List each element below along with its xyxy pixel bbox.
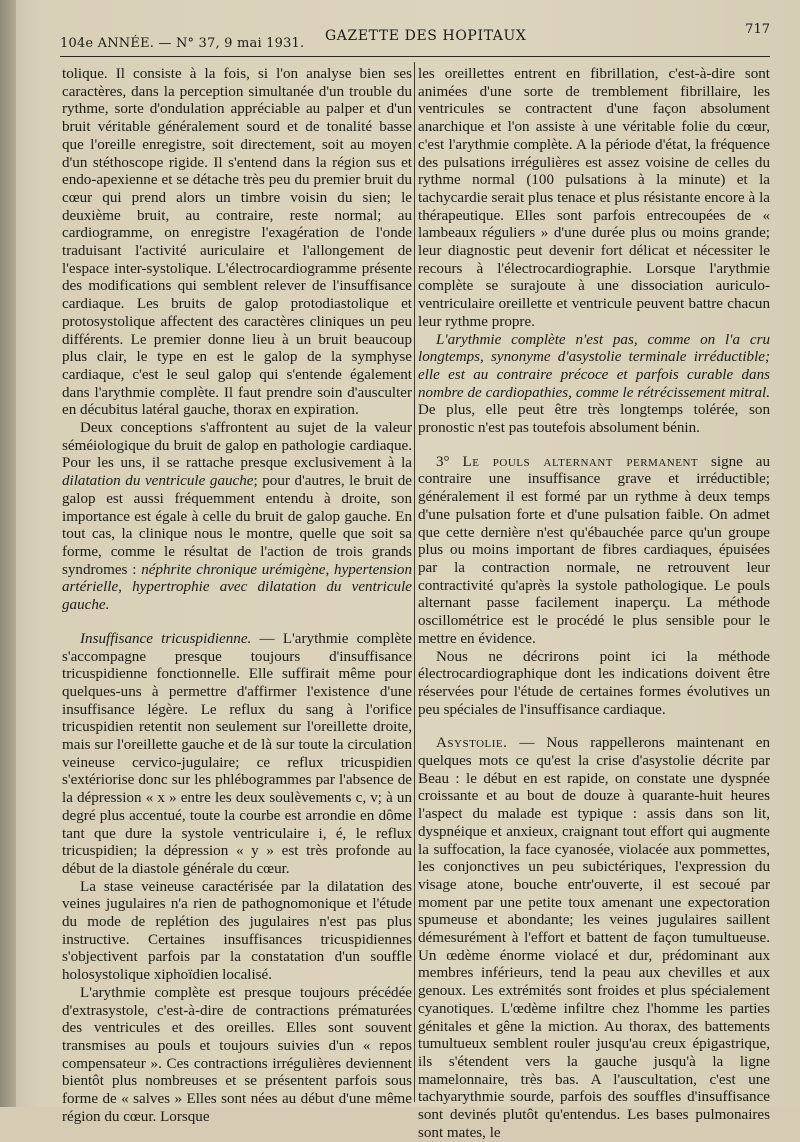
- text-run: signe au contraire une insuffisance grave et irréductible; généralement il est formé par un rythme à deux temps d'une pulsation forte et d'une pulsation faible. On admet que cette dernière n'est qu'ébauchée parce qu'un groupe plus ou moins important de fibres cardiaques, épuisées par la contraction normale, ne retrouvent leur contractivité qu'après la systole pathologique. Le pouls alternant passe facilement inaperçu. La méthode oscillométrice est le procédé le plus sensible pour le mettre en évidence.: [418, 453, 771, 647]
- paragraph: tolique. Il consiste à la fois, si l'on analyse bien ses caractères, dans la perception simultanée d'un trouble du rythme, sorte d'ondulation appréciable au palper et d'un bruit véritable généralement sourd et de tonalité basse que l'oreille enregistre, soit directement, soit au moyen d'un stéthoscope rigide. Il s'entend dans la région sus et endo-apexienne et se détache très peu du premier bruit du cœur qui prend alors un timbre voisin du sien; le deuxième bruit, au contraire, reste normal; au cardiogramme, on enregistre l'exagération de l'onde traduisant l'activité auriculaire et l'allongement de l'espace inter-systolique. L'électrocardiogramme présente des modifications qui semblent relever de l'insuffisance cardiaque. Les bruits de galop protodiastolique et protosystolique affectent des caractères cliniques un peu différents. Le premier donne lieu à un bruit beaucoup plus clair, le type en est le galop de la symphyse cardiaque, c'est le seul galop qui s'entende également dans l'arythmie complète. Il faut prendre soin d'ausculter en décubitus latéral gauche, thorax en expiration.: [62, 66, 412, 419]
- section-paragraph: [418, 454, 770, 649]
- issue-info: 104e ANNÉE. — N° 37, 9 mai 1931.: [60, 36, 305, 51]
- paragraph: [418, 332, 770, 438]
- paragraph: les oreillettes entrent en fibrillation, c'est-à-dire sont animées d'une sorte de tremblement fibrillaire, les ventricules se contractent d'une façon absolument anarchique et l'on assiste à une véritable folie du cœur, c'est l'arythmie complète. A la période d'état, la fréquence des pulsations irrégulières est assez voisine de celles du rythme normal (100 pulsations à la minute) et la tachycardie serait plus tenace et plus résistante encore à la thérapeutique. Elles sont parfois entrecoupées de « lambeaux réguliers » d'une durée plus ou moins grande; leur diagnostic peut devenir fort délicat et nécessiter le recours à l'électrocardiographie. Lorsque l'arythmie complète se surajoute à une dissociation auriculo-ventriculaire oreillette et ventricule peuvent battre chacun leur rythme propre.: [418, 66, 770, 330]
- column-divider: [414, 62, 415, 1102]
- text-run: 3°: [436, 453, 463, 470]
- paragraph: La stase veineuse caractérisée par la dilatation des veines jugulaires n'a rien de pathognomonique et l'étude du mode de replétion des jugulaires n'est pas plus instructive. Certaines insuffisances tricuspidiennes s'objectivent parfois par la constatation d'un souffle holosystolique xiphoïdien localisé.: [62, 878, 412, 984]
- right-column: [418, 66, 770, 1142]
- text-run: De plus, elle peut être très longtemps tolérée, son pronostic n'est pas toutefois absolument bénin.: [418, 402, 770, 437]
- italic-text: néphrite chronique urémigène, hypertension artérielle, hypertrophie avec dilatation du ventricule gauche.: [62, 561, 412, 614]
- section-paragraph: [418, 735, 770, 1142]
- paragraph: [62, 420, 412, 615]
- section-paragraph: [62, 631, 412, 879]
- page-binding-edge: [0, 0, 16, 1107]
- text-run: Deux conceptions s'affrontent au sujet de la valeur séméiologique du bruit de galop en pathologie cardiaque. Pour les uns, il se rattache presque exclusivement à la: [62, 420, 412, 472]
- journal-title: GAZETTE DES HOPITAUX: [325, 28, 527, 44]
- paragraph: Nous ne décrirons point ici la méthode électrocardiographique dont les indications doivent être réservées pour l'étude de certaines formes évolutives un peu spéciales de l'insuffisance cardiaque.: [418, 648, 770, 718]
- text-run: ; pour d'autres, le bruit de galop est aussi fréquemment entendu à droite, son importance est égale à celle du bruit de galop gauche. En tout cas, la clinique nous le montre, quelle que soit sa forme, comme le résultat de l'action de trois grands syndromes :: [62, 473, 412, 578]
- section-heading: Insuffisance tricuspidienne.: [80, 630, 252, 647]
- paragraph: L'arythmie complète est presque toujours précédée d'extrasystole, c'est-à-dire de contractions prématurées des ventricules et des oreilles. Elles sont souvent transmises au pouls et toujours suivies d'un « repos compensateur ». Ces contractions irrégulières deviennent bientôt plus nombreuses et se présentent parfois sous forme de « salves » Elles sont nées au début d'une même région du cœur. Lorsque: [62, 984, 412, 1125]
- section-heading: Le pouls alternant permanent: [462, 453, 699, 470]
- page-number: 717: [745, 22, 770, 37]
- italic-text: L'arythmie complète n'est pas, comme on l'a cru longtemps, synonyme d'asystolie terminale irréductible; elle est au contraire précoce et parfois curable dans nombre de cardiopathies, comme le rétrécissement mitral.: [418, 331, 770, 401]
- italic-text: dilatation du ventricule gauche: [62, 473, 254, 490]
- text-run: — L'arythmie complète s'accompagne presque toujours d'insuffisance tricuspidienne fonctionnelle. Elle suffirait même pour quelques-uns à permettre d'affirmer l'existence d'une insuffisance légère. Le reflux du sang à l'orifice tricuspidien retentit non seulement sur l'oreillette droite, mais sur l'oreillette gauche et de là sur toute la circulation veineuse cervico-jugulaire; ce reflux tricuspidien s'extériorise donc sur les phlébogrammes par l'absence de la dépression « x » entre les deux soulèvements c, v; à un degré plus accentué, toute la courbe est arrondie en dôme tant que dure la systole ventriculaire i, é, le reflux tricuspidien; la dépression « y » est très profonde au début de la diastole générale du cœur.: [62, 630, 413, 877]
- text-run: — Nous rappellerons maintenant en quelques mots ce qu'est la crise d'asystolie décrite par Beau : le début en est rapide, on constate une dyspnée croissante et au bout de douze à quarante-huit heures l'aspect du malade est typique : assis dans son lit, dyspnéique et anxieux, craignant tout effort qui augmente la suffocation, la face cyanosée, violacée aux pommettes, les conjonctives un peu subictériques, l'expression du visage atone, bouche entr'ouverte, il est secoué par moment par une petite toux amenant une expectoration spumeuse et abondante; les veines jugulaires saillent démesurément à l'effort et battent de façon tumultueuse. Un œdème énorme violacé et dur, prédominant aux membres inférieurs, tend la peau aux chevilles et aux genoux. Les extrémités sont froides et plus spécialement cyanotiques. L'œdème infiltre chez l'homme les parties génitales et gêne la miction. Au thorax, des battements tumultueux semblent rouler jusqu'au creux épigastrique, ils s'étendent vers la gauche jusqu'à la ligne mamelonnaire, très bas. A l'auscultation, c'est une tachyarythmie sourde, parfois des souffles d'insuffisance sont devinés plutôt qu'entendus. Les bases pulmonaires sont mates, le: [418, 735, 770, 1141]
- section-heading: Asystolie.: [436, 735, 508, 752]
- page-header: [60, 22, 770, 57]
- left-column: [62, 66, 412, 1126]
